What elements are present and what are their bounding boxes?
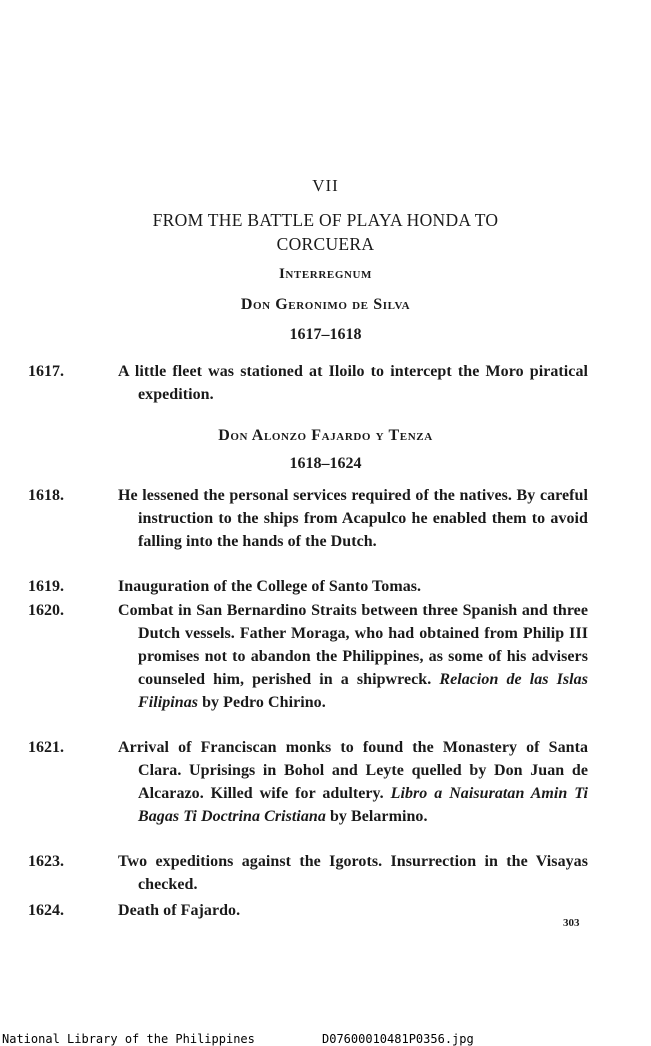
entry-text-part: by Belarmino. [325, 808, 428, 825]
governor-heading: Don Alonzo Fajardo y Tenza [218, 427, 433, 444]
entry-text-part: by Pedro Chirino. [198, 694, 326, 711]
entry-year: 1620. [28, 602, 64, 619]
chronology-entry [28, 484, 588, 553]
chronology-entry [28, 599, 588, 714]
entry-text-part: Arrival of Franciscan monks to found the Monastery of Santa Clara. Uprisings in Bohol and Leyte quelled by Don Juan de Alcarazo. Killed wife for adultery. [118, 739, 588, 802]
entry-text: Death of Fajardo. [118, 902, 241, 919]
book-title: Libro a Naisuratan Amin Ti Bagas Ti Doctrina Cristiana [138, 785, 588, 825]
entry-text-part: Combat in San Bernardino Straits between three Spanish and three Dutch vessels. Father Moraga, who had obtained from Philip III promises not to abandon the Philippines, as some of his advisers counseled him, perished in a shipwreck. [118, 602, 588, 688]
entry-year: 1624. [28, 902, 64, 919]
chapter-number: VII [312, 176, 339, 195]
governor-years: 1617–1618 [289, 326, 362, 343]
entry-year: 1621. [28, 739, 64, 756]
chapter-subtitle: Interregnum [278, 266, 373, 282]
chronology-entry [28, 899, 588, 922]
footer-library: National Library of the Philippines [2, 1032, 255, 1046]
entry-text [118, 599, 588, 714]
chronology-entry [28, 575, 588, 598]
page-number: 303 [563, 917, 580, 929]
entry-year: 1623. [28, 853, 64, 870]
chapter-title [0, 208, 651, 256]
entry-text: Two expeditions against the Igorots. Insurrection in the Visayas checked. [118, 853, 588, 893]
chapter-title-line-1: FROM THE BATTLE OF PLAYA HONDA TO [152, 210, 499, 230]
chapter-title-line-2: CORCUERA [276, 234, 375, 254]
chronology-entry [28, 360, 588, 406]
entry-year: 1619. [28, 578, 64, 595]
entry-text [118, 736, 588, 828]
footer-filename: D07600010481P0356.jpg [322, 1032, 474, 1046]
entry-text: A little fleet was stationed at Iloilo to intercept the Moro piratical expedition. [118, 363, 588, 403]
governor-heading: Don Geronimo de Silva [240, 296, 411, 313]
entry-year: 1618. [28, 487, 64, 504]
governor-years: 1618–1624 [289, 455, 362, 472]
entry-year: 1617. [28, 363, 64, 380]
book-title: Relacion de las Islas Filipinas [138, 671, 588, 711]
entry-text: Inauguration of the College of Santo Tomas. [118, 578, 422, 595]
chronology-entry [28, 850, 588, 896]
chronology-entry [28, 736, 588, 828]
entry-text: He lessened the personal services required of the natives. By careful instruction to the ships from Acapulco he enabled them to avoid falling into the hands of the Dutch. [118, 487, 588, 550]
